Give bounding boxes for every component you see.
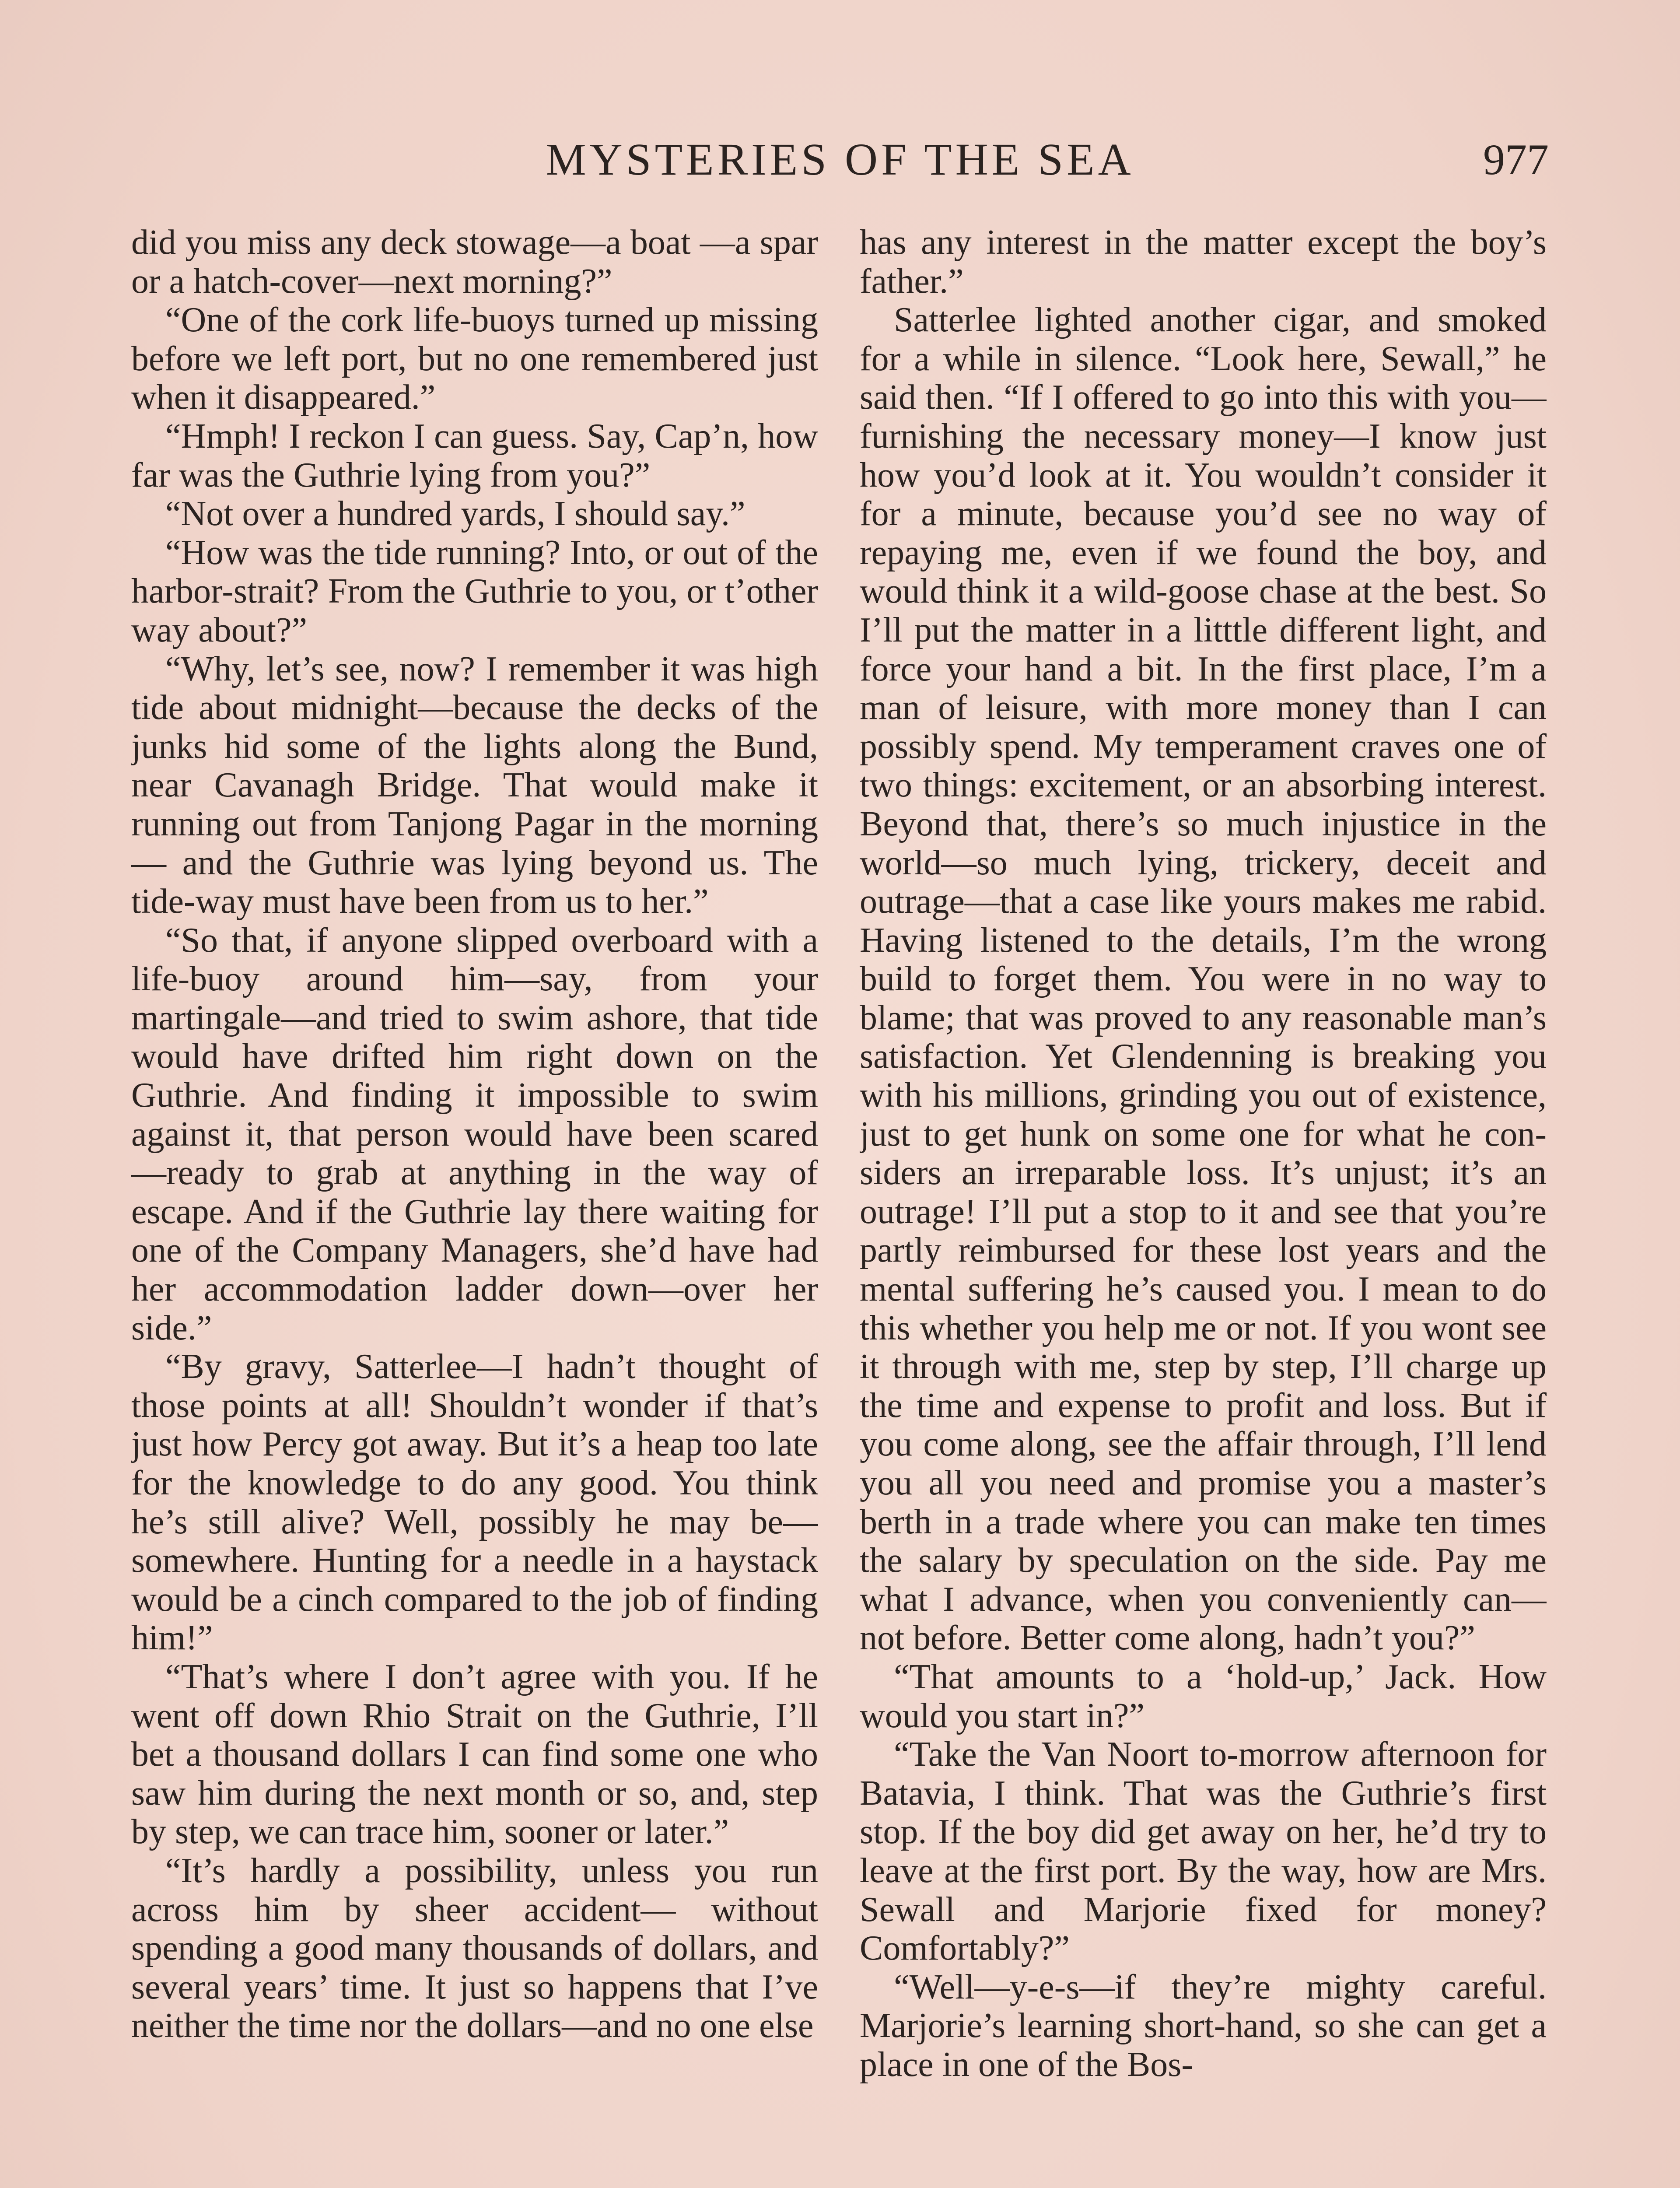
running-head <box>131 127 1549 193</box>
paragraph: “So that, if anyone slipped overboard with a life-buoy around him—say, from your martingale—and tried to swim ashore, that tide would have drifted him right down on the Guthrie. And finding it impossible to swim against it, that person would have been scared —ready to grab at anything in the way of escape. And if the Guthrie lay there waiting for one of the Company Managers, she’d have had her accommodation ladder down—over her side.” <box>131 921 818 1347</box>
running-title: MYSTERIES OF THE SEA <box>546 134 1134 185</box>
right-column <box>860 223 1547 2188</box>
paragraph: “Not over a hundred yards, I should say.” <box>165 494 746 533</box>
paragraph: “That amounts to a ‘hold-up,’ Jack. How would you start in?” <box>860 1657 1547 1735</box>
paragraph: “It’s hardly a possibility, unless you run across him by sheer accident— without spending a good many thousands of dollars, and several years’ time. It just so happens that I’ve neither the time nor the dollars—and no one else <box>131 1851 818 2045</box>
paragraph: “Why, let’s see, now? I remember it was high tide about midnight—because the decks of the junks hid some of the lights along the Bund, near Cavanagh Bridge. That would make it running out from Tanjong Pagar in the morning— and the Guthrie was lying beyond us. The tide-way must have been from us to her.” <box>131 649 818 921</box>
paragraph: “Well—y-e-s—if they’re mighty careful. Marjorie’s learning short-hand, so she can get a place in one of the Bos- <box>860 1967 1547 2084</box>
paragraph: “Take the Van Noort to-morrow afternoon for Batavia, I think. That was the Guthrie’s first stop. If the boy did get away on her, he’d try to leave at the first port. By the way, how are Mrs. Sewall and Marjorie fixed for money? Comfortably?” <box>860 1735 1547 1968</box>
paragraph: has any interest in the matter except the boy’s father.” <box>860 223 1547 301</box>
paragraph: “By gravy, Satterlee—I hadn’t thought of those points at all! Shouldn’t wonder if that’s just how Percy got away. But it’s a heap too late for the knowledge to do any good. You think he’s still alive? Well, possibly he may be—somewhere. Hunting for a needle in a haystack would be a cinch compared to the job of finding him!” <box>131 1347 818 1658</box>
left-column <box>131 223 818 2188</box>
paragraph: “Hmph! I reckon I can guess. Say, Cap’n, how far was the Guthrie lying from you?” <box>131 417 818 494</box>
paragraph: “How was the tide running? Into, or out of the harbor-strait? From the Guthrie to you, or t’other way about?” <box>131 533 818 649</box>
paragraph: “One of the cork life-buoys turned up missing before we left port, but no one remembered just when it disappeared.” <box>131 301 818 417</box>
paragraph: did you miss any deck stowage—a boat —a spar or a hatch-cover—next morning?” <box>131 223 818 301</box>
paragraph: Satterlee lighted another cigar, and smoked for a while in silence. “Look here, Sewall,” he said then. “If I offered to go into this with you—furnishing the necessary money—I know just how you’d look at it. You wouldn’t consider it for a minute, because you’d see no way of repaying me, even if we found the boy, and would think it a wild-goose chase at the best. So I’ll put the matter in a litttle different light, and force your hand a bit. In the first place, I’m a man of leisure, with more money than I can possibly spend. My temperament craves one of two things: excitement, or an absorbing interest. Beyond that, there’s so much injustice in the world—so much lying, trickery, deceit and outrage—that a case like yours makes me rabid. Having listened to the details, I’m the wrong build to forget them. You were in no way to blame; that was proved to any reasonable man’s satisfaction. Yet Glendenning is breaking you with his millions, grinding you out of existence, just to get hunk on some one for what he considers an irreparable loss. It’s unjust; it’s an outrage! I’ll put a stop to it and see that you’re partly reimbursed for these lost years and the mental suffering he’s caused you. I mean to do this whether you help me or not. If you wont see it through with me, step by step, I’ll charge up the time and expense to profit and loss. But if you come along, see the affair through, I’ll lend you all you need and promise you a master’s berth in a trade where you can make ten times the salary by speculation on the side. Pay me what I advance, when you conveniently can—not before. Better come along, hadn’t you?” <box>860 301 1547 1658</box>
paragraph: “That’s where I don’t agree with you. If he went off down Rhio Strait on the Guthrie, I’ll bet a thousand dollars I can find some one who saw him during the next month or so, and, step by step, we can trace him, sooner or later.” <box>131 1657 818 1851</box>
page-number: 977 <box>1483 135 1549 184</box>
